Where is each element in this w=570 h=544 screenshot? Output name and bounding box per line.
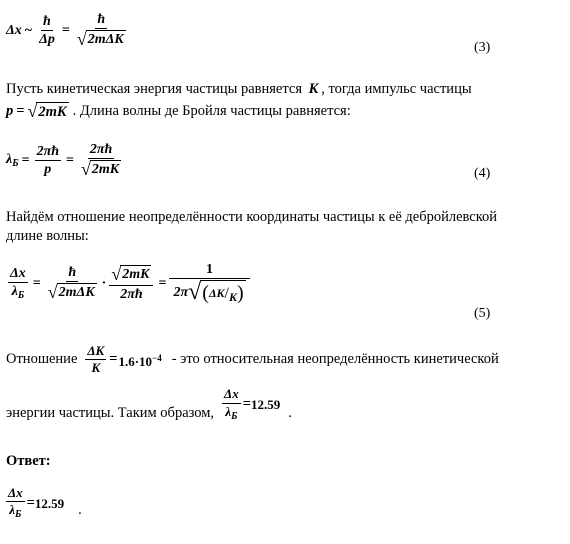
paragraph-3-line2 [6,386,292,423]
para1-p-eq: = [16,103,25,119]
para1-K: K [308,81,319,97]
equation-5-number: (5) [474,306,491,321]
eq3-lhs: Δx [6,22,22,38]
sqrt-icon: √ ( ΔK / K ) [188,279,244,306]
sqrt-icon: √ 2mK [27,101,67,122]
para2-line1: Найдём отношение неопределённости координаты частицы к её дебройлевской [6,209,498,225]
eq5-lhs-frac [8,266,28,301]
equation-5 [6,262,250,305]
eq4-frac2-num: 2πħ [88,142,114,159]
equation-4 [6,142,125,180]
eq5-frac2-num [109,265,153,286]
equation-3 [6,12,130,50]
paragraph-3 [6,344,566,376]
sqrt-icon: √ 2mK [111,263,150,284]
eq4-equals-1: = [21,152,30,168]
sqrt-icon: √ 2mK [80,159,120,180]
answer-dot: . [78,501,82,518]
equation-3-number: (3) [474,40,491,55]
answer-eq: = [26,494,35,511]
eq3-frac2-num: ħ [95,12,107,29]
para1-text-b: , тогда импульс частицы [321,81,472,97]
para3-frac: $\frac{\Delta K}{K}$ [87,343,105,376]
eq3-equals: = [61,22,70,38]
eq5-frac1-den [46,282,99,302]
eq4-frac2 [79,142,123,180]
para3-value: $1.6\cdot 10^{-4}$ [118,352,162,369]
eq5-frac1 [46,265,99,303]
eq4-lhs: $\lambda_Б$ [6,152,19,170]
answer-formula [6,486,82,520]
eq3-frac1-num: ħ [41,14,53,31]
eq5-frac2-den: 2πħ [120,287,143,303]
paragraph-1-line2 [6,102,351,121]
para3-eq: = [109,351,118,368]
para3-text-b: - это относительная неопределённость кинетической [171,351,499,368]
sqrt-icon: √ 2mΔK [47,282,95,303]
eq5-frac2 [109,265,153,303]
eq5-equals-1: = [32,275,41,291]
eq5-frac3 [171,262,247,305]
eq4-frac1-num: 2πħ [35,144,61,161]
eq3-frac2 [75,12,128,50]
eq3-frac1-den: Δp [39,32,55,48]
paragraph-1 [6,80,564,99]
para3-dot: . [288,405,292,421]
eq5-frac3-num: 1 [169,262,249,279]
eq5-lhs-num: Δx [8,266,28,283]
paragraph-2 [6,208,564,246]
eq3-frac1 [37,14,57,48]
eq4-equals-2: = [66,152,74,168]
equation-4-number: (4) [474,166,491,181]
eq5-lhs-den: $\lambda_Б$ [11,284,25,302]
eq4-frac1 [35,144,61,178]
para1-p-lhs: p [6,103,14,119]
answer-frac: $\frac{\Delta x}{\lambda_Б}$ [8,485,23,521]
sqrt-icon: √ 2mΔK [76,29,124,50]
para3-result-value: 12.59 [250,397,281,412]
eq3-frac2-den [75,29,128,49]
para2-line2: длине волны: [6,228,89,244]
eq3-tilde: ~ [24,22,33,38]
eq4-frac2-den [79,159,123,179]
eq5-dot: · [101,275,107,291]
para1-text-c: . Длина волны де Бройля частицы равняется: [72,103,351,119]
eq5-frac3-den: 2π √ ( ΔK / K ) [173,279,244,306]
para3-result-frac: $\frac{\Delta x}{\lambda_Б}$ [224,386,239,422]
para3-result-eq: = [242,396,251,412]
eq4-frac1-den: p [44,162,52,178]
para1-text-a: Пусть кинетическая энергия частицы равняется [6,81,302,97]
answer-label: Ответ: [6,453,51,469]
eq5-frac1-num: ħ [66,265,78,282]
eq5-equals-2: = [158,275,167,291]
para3-line2: энергии частицы. Таким образом, [6,405,215,421]
para3-text-a: Отношение [6,351,78,368]
answer-value: 12.59 [34,495,65,511]
